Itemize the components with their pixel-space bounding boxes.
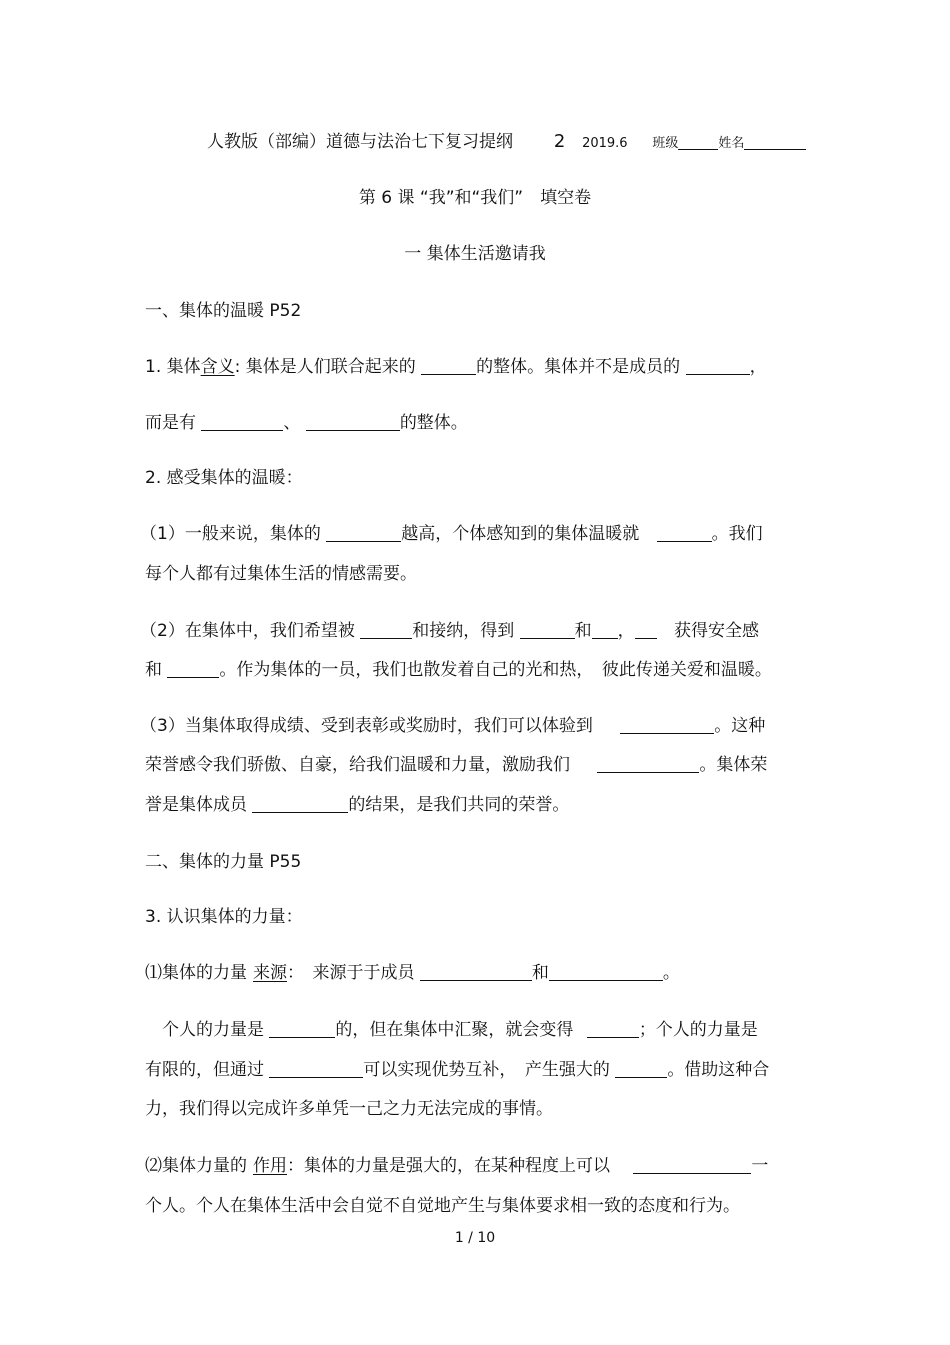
s3-line1 <box>140 714 765 738</box>
blank[interactable] <box>421 356 476 375</box>
s2-text: 和 <box>145 660 162 680</box>
s1-line2: 每个人都有过集体生活的情感需要。 <box>145 564 417 584</box>
blank[interactable] <box>520 620 575 639</box>
q1-text: ， <box>749 357 767 377</box>
q1-text: 的整体。集体并不是成员的 <box>476 357 681 377</box>
s3-text: 。集体荣 <box>699 755 768 775</box>
q1-line2 <box>145 411 468 435</box>
s2-text: 和接纳，得到 <box>412 621 515 641</box>
lesson-title: 第 6 课 “我”和“我们” 填空卷 <box>358 188 592 208</box>
s3-text: 。这种 <box>714 716 766 736</box>
s3-text: 的结果，是我们共同的荣誉。 <box>348 795 570 815</box>
p3-text: ：集体的力量是强大的，在某种程度上可以 <box>287 1156 610 1176</box>
s1-text: 越高，个体感知到的集体温暖就 <box>401 524 640 544</box>
header-number: 2 <box>553 131 566 152</box>
blank[interactable] <box>326 523 401 542</box>
p2-line2 <box>145 1058 769 1082</box>
p1-line <box>145 961 680 985</box>
blank[interactable] <box>633 1155 751 1174</box>
class-label: 班级 <box>652 136 679 151</box>
name-label: 姓名 <box>718 136 745 151</box>
p2-text: 个人的力量是 <box>162 1020 264 1040</box>
q1-text: 的整体。 <box>399 413 468 433</box>
blank[interactable] <box>269 1059 363 1078</box>
blank[interactable] <box>615 1059 667 1078</box>
q1-line1 <box>145 355 767 379</box>
page-number: 1 / 10 <box>454 1230 496 1246</box>
part2-heading: 二、集体的力量 P55 <box>145 852 302 872</box>
p3-text: 一 <box>751 1156 769 1176</box>
p2-text: 。借助这种合 <box>667 1060 770 1080</box>
s2-text: 和 <box>574 621 592 641</box>
s1-line1 <box>140 522 763 546</box>
header-line <box>207 130 806 156</box>
blank[interactable] <box>252 794 348 813</box>
blank[interactable] <box>597 754 699 773</box>
p3-keyword: 作用 <box>253 1156 287 1176</box>
p1-text: 。 <box>662 963 680 983</box>
class-blank[interactable] <box>678 131 718 150</box>
p2-text: 可以实现优势互补， 产生强大的 <box>363 1060 610 1080</box>
header-title: 人教版（部编）道德与法治七下复习提纲 <box>207 132 513 152</box>
blank[interactable] <box>620 715 714 734</box>
q1-text: 而是有 <box>145 413 196 433</box>
q3-heading: 3. 认识集体的力量： <box>145 907 303 927</box>
p2-text: 有限的，但通过 <box>145 1060 264 1080</box>
s3-text: 荣誉感令我们骄傲、自豪，给我们温暖和力量，激励我们 <box>145 755 570 775</box>
p1-keyword: 来源 <box>253 963 287 983</box>
p1-text: ⑴集体的力量 <box>145 963 247 983</box>
p2-line3: 力，我们得以完成许多单凭一己之力无法完成的事情。 <box>145 1099 553 1119</box>
s3-line2 <box>145 753 767 777</box>
p3-text: ⑵集体力量的 <box>145 1156 247 1176</box>
s2-text: 。作为集体的一员，我们也散发着自己的光和热， 彼此传递关爱和温暖。 <box>219 660 772 680</box>
name-blank[interactable] <box>744 131 806 150</box>
blank[interactable] <box>635 620 657 639</box>
q1-text: 、 <box>283 413 301 433</box>
q2-heading: 2. 感受集体的温暖： <box>145 468 303 488</box>
q1-text: : 集体是人们联合起来的 <box>234 357 416 377</box>
s3-text: （3）当集体取得成绩、受到表彰或奖励时，我们可以体验到 <box>140 716 593 736</box>
blank[interactable] <box>587 1019 639 1038</box>
p2-line1 <box>162 1018 758 1042</box>
p2-text: 的，但在集体中汇聚，就会变得 <box>335 1020 574 1040</box>
p1-text: 和 <box>531 963 549 983</box>
p3-line1 <box>145 1154 768 1178</box>
blank[interactable] <box>592 620 618 639</box>
part1-heading: 一、集体的温暖 P52 <box>145 301 302 321</box>
s1-text: 。我们 <box>711 524 763 544</box>
blank[interactable] <box>201 412 283 431</box>
s2-text: ， <box>617 621 635 641</box>
p3-line2: 个人。个人在集体生活中会自觉不自觉地产生与集体要求相一致的态度和行为。 <box>145 1196 740 1216</box>
p1-text: ： 来源于于成员 <box>287 963 415 983</box>
blank[interactable] <box>167 659 219 678</box>
s3-line3 <box>145 793 569 817</box>
s2-line1 <box>140 619 759 643</box>
blank[interactable] <box>269 1019 335 1038</box>
blank[interactable] <box>686 356 750 375</box>
blank[interactable] <box>306 412 400 431</box>
p2-text: ；个人的力量是 <box>638 1020 758 1040</box>
blank[interactable] <box>657 523 712 542</box>
q1-keyword: 含义 <box>200 357 235 377</box>
s2-text: （2）在集体中，我们希望被 <box>140 621 355 641</box>
s2-text: 获得安全感 <box>674 621 760 641</box>
blank[interactable] <box>360 620 412 639</box>
s1-text: （1）一般来说，集体的 <box>140 524 321 544</box>
header-date: 2019.6 <box>582 136 628 151</box>
s2-line2 <box>145 658 772 682</box>
section-title: 一 集体生活邀请我 <box>404 244 546 264</box>
q1-prefix: 1. 集体 <box>145 357 201 377</box>
s3-text: 誉是集体成员 <box>145 795 247 815</box>
blank[interactable] <box>420 962 532 981</box>
blank[interactable] <box>549 962 663 981</box>
